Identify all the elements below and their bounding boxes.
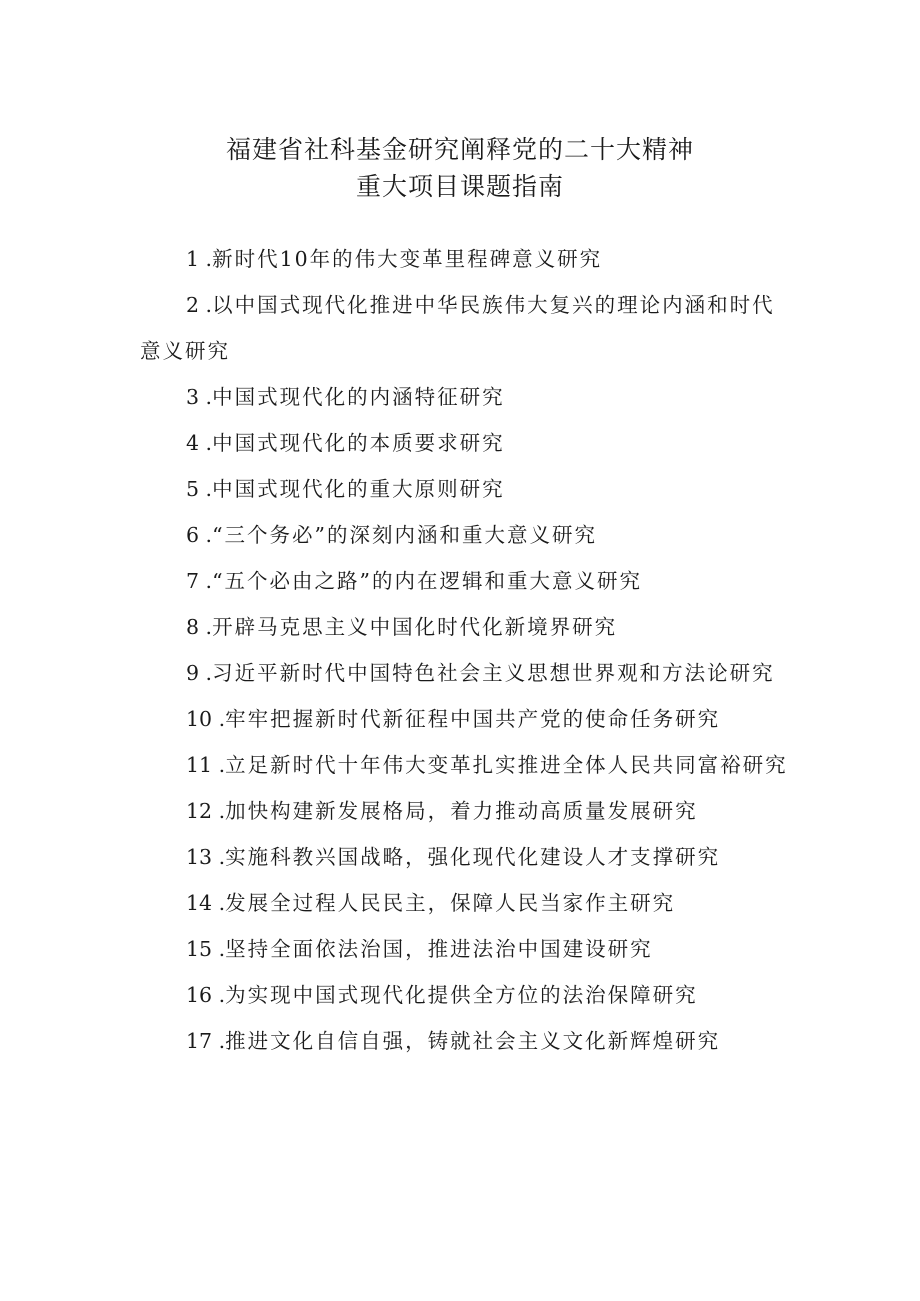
topic-text: 新时代10年的伟大变革里程碑意义研究 bbox=[212, 247, 603, 271]
topic-number: 7 . bbox=[186, 569, 213, 593]
topic-text: 推进文化自信自强，铸就社会主义文化新辉煌研究 bbox=[225, 1029, 721, 1053]
topic-item bbox=[140, 420, 790, 466]
topic-item bbox=[140, 374, 790, 420]
topic-number: 2 . bbox=[186, 293, 213, 317]
topic-text: 牢牢把握新时代新征程中国共产党的使命任务研究 bbox=[225, 707, 721, 731]
topic-text: 以中国式现代化推进中华民族伟大复兴的理论内涵和时代意义研究 bbox=[140, 293, 775, 363]
topic-text: “五个必由之路”的内在逻辑和重大意义研究 bbox=[212, 569, 643, 593]
topic-text: 习近平新时代中国特色社会主义思想世界观和方法论研究 bbox=[212, 661, 775, 685]
topic-text: “三个务必”的深刻内涵和重大意义研究 bbox=[212, 523, 598, 547]
topic-item bbox=[140, 558, 790, 604]
topic-number: 9 . bbox=[186, 661, 213, 685]
topic-number: 8 . bbox=[186, 615, 213, 639]
topic-item bbox=[140, 788, 790, 834]
topic-number: 13 . bbox=[186, 845, 226, 869]
topic-text: 为实现中国式现代化提供全方位的法治保障研究 bbox=[225, 983, 698, 1007]
topic-number: 4 . bbox=[186, 431, 213, 455]
topic-item bbox=[140, 880, 790, 926]
topic-item bbox=[140, 282, 790, 374]
topic-item bbox=[140, 696, 790, 742]
document-title-line-1: 福建省社科基金研究阐释党的二十大精神 bbox=[225, 135, 694, 164]
topic-text: 中国式现代化的内涵特征研究 bbox=[212, 385, 505, 409]
topic-number: 5 . bbox=[186, 477, 213, 501]
topic-item bbox=[140, 650, 790, 696]
topic-text: 实施科教兴国战略，强化现代化建设人才支撑研究 bbox=[225, 845, 721, 869]
topic-number: 17 . bbox=[186, 1029, 226, 1053]
topic-item bbox=[140, 972, 790, 1018]
topic-text: 发展全过程人民民主，保障人民当家作主研究 bbox=[225, 891, 676, 915]
topic-text: 中国式现代化的重大原则研究 bbox=[212, 477, 505, 501]
topic-item bbox=[140, 834, 790, 880]
topic-text: 中国式现代化的本质要求研究 bbox=[212, 431, 505, 455]
topic-item bbox=[140, 1018, 790, 1064]
topic-number: 3 . bbox=[186, 385, 213, 409]
topic-item bbox=[140, 742, 790, 788]
topic-number: 16 . bbox=[186, 983, 226, 1007]
topic-number: 11 . bbox=[186, 753, 226, 777]
topic-number: 10 . bbox=[186, 707, 226, 731]
topic-text: 坚持全面依法治国，推进法治中国建设研究 bbox=[225, 937, 653, 961]
topic-number: 12 . bbox=[186, 799, 226, 823]
topic-item bbox=[140, 236, 790, 282]
topic-text: 立足新时代十年伟大变革扎实推进全体人民共同富裕研究 bbox=[225, 753, 788, 777]
topic-text: 开辟马克思主义中国化时代化新境界研究 bbox=[212, 615, 618, 639]
topic-number: 1 . bbox=[186, 247, 213, 271]
topic-item bbox=[140, 926, 790, 972]
topic-list bbox=[140, 236, 790, 1064]
topic-number: 15 . bbox=[186, 937, 226, 961]
topic-number: 14 . bbox=[186, 891, 226, 915]
topic-item bbox=[140, 512, 790, 558]
document-title-line-2: 重大项目课题指南 bbox=[355, 172, 564, 201]
topic-number: 6 . bbox=[186, 523, 213, 547]
topic-item bbox=[140, 604, 790, 650]
topic-text: 加快构建新发展格局，着力推动高质量发展研究 bbox=[225, 799, 698, 823]
topic-item bbox=[140, 466, 790, 512]
